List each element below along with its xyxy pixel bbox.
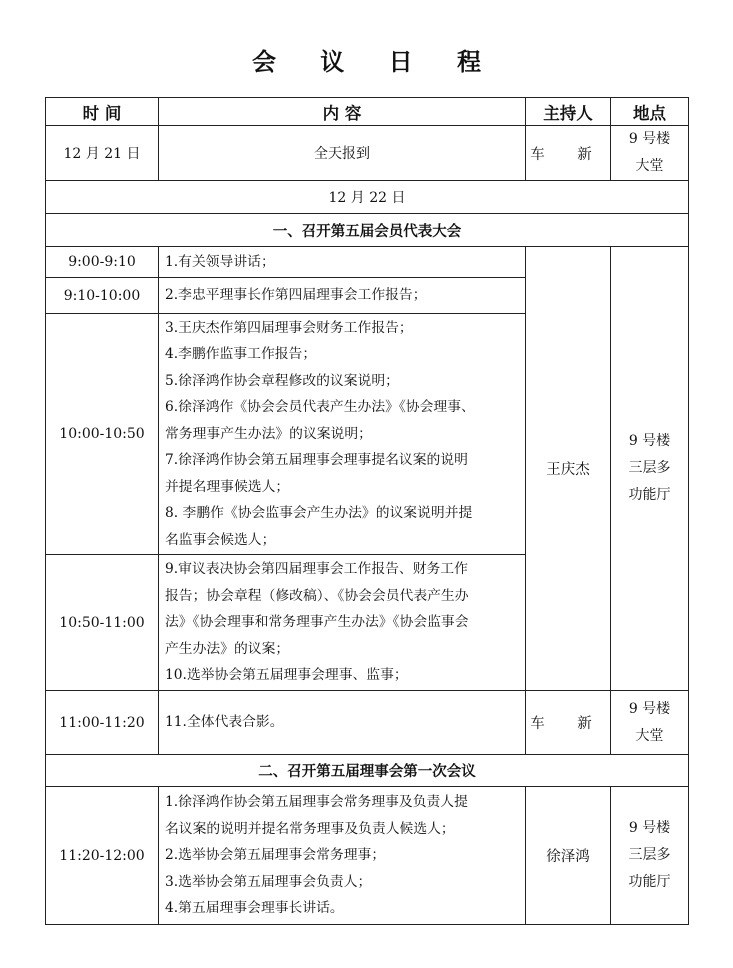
time-cell: 10:50-11:00 <box>46 555 159 691</box>
content-cell <box>159 314 526 555</box>
section1-row <box>46 214 689 247</box>
content-cell <box>159 278 526 314</box>
location-line: 功能厅 <box>628 487 671 503</box>
location-line: 三层多 <box>628 847 671 863</box>
content-line: 并提名理事候选人； <box>165 478 290 495</box>
content-line: 4.第五届理事会理事长讲话。 <box>165 900 344 917</box>
day2-row <box>46 181 689 214</box>
content-cell <box>159 247 526 278</box>
page-title: 会 议 日 程 <box>251 48 500 76</box>
content-line: 3.王庆杰作第四届理事会财务工作报告； <box>165 319 413 336</box>
section2-host: 徐泽鸿 <box>526 787 611 925</box>
table-row <box>46 691 689 755</box>
registration-date: 12 月 21 日 <box>46 126 159 181</box>
content-line: 法》《协会理事和常务理事产生办法》《协会监事会 <box>165 614 469 631</box>
content-line: 名监事会候选人； <box>165 531 276 548</box>
content-line: 5.徐泽鸿作协会章程修改的议案说明； <box>165 372 399 389</box>
content-line: 10.选举协会第五届理事会理事、监事； <box>165 667 408 684</box>
time-cell: 10:00-10:50 <box>46 314 159 555</box>
content-line: 常务理事产生办法》的议案说明； <box>165 425 372 442</box>
section1-location <box>611 247 689 691</box>
content-line: 1.有关领导讲话； <box>165 253 275 270</box>
photo-host-text: 车 新 <box>530 716 606 732</box>
content-line: 2.选举协会第五届理事会常务理事； <box>165 847 386 864</box>
header-row <box>46 98 689 126</box>
content-line: 2.李忠平理事长作第四届理事会工作报告； <box>165 287 427 304</box>
content-line: 6.徐泽鸿作《协会会员代表产生办法》《协会理事、 <box>165 399 475 416</box>
location-line: 大堂 <box>635 158 664 174</box>
section2-location <box>611 787 689 925</box>
photo-host <box>526 691 611 755</box>
content-cell <box>159 787 526 925</box>
section2-row <box>46 755 689 787</box>
schedule-table <box>45 97 689 925</box>
content-line: 4.李鹏作监事工作报告； <box>165 346 317 363</box>
location-line: 9 号楼 <box>628 820 671 836</box>
content-line: 3.选举协会第五届理事会负责人； <box>165 873 372 890</box>
content-line: 7.徐泽鸿作协会第五届理事会理事提名议案的说明 <box>165 452 468 469</box>
table-row <box>46 247 689 278</box>
content-line: 11.全体代表合影。 <box>165 714 284 731</box>
header-content: 内 容 <box>159 98 526 126</box>
section1-host: 王庆杰 <box>526 247 611 691</box>
content-line: 1.徐泽鸿作协会第五届理事会常务理事及负责人提 <box>165 794 468 811</box>
content-cell <box>159 691 526 755</box>
registration-host-text: 车 新 <box>530 146 606 163</box>
content-line: 名议案的说明并提名常务理事及负责人候选人； <box>165 820 455 837</box>
registration-row <box>46 126 689 181</box>
table-row <box>46 787 689 925</box>
registration-host <box>526 126 611 181</box>
time-cell: 11:20-12:00 <box>46 787 159 925</box>
content-line: 9.审议表决协会第四届理事会工作报告、财务工作 <box>165 561 468 578</box>
section2-title: 二、召开第五届理事会第一次会议 <box>46 755 689 787</box>
photo-location <box>611 691 689 755</box>
time-cell: 9:00-9:10 <box>46 247 159 278</box>
content-cell <box>159 555 526 691</box>
location-line: 9 号楼 <box>628 433 671 449</box>
registration-content: 全天报到 <box>159 126 526 181</box>
time-cell: 9:10-10:00 <box>46 278 159 314</box>
header-location: 地点 <box>611 98 689 126</box>
header-time: 时 间 <box>46 98 159 126</box>
location-line: 9 号楼 <box>628 131 671 147</box>
header-host: 主持人 <box>526 98 611 126</box>
location-line: 9 号楼 <box>628 700 671 717</box>
day2-date: 12 月 22 日 <box>46 181 689 214</box>
location-line: 功能厅 <box>628 874 671 890</box>
time-cell: 11:00-11:20 <box>46 691 159 755</box>
section1-title: 一、召开第五届会员代表大会 <box>46 214 689 247</box>
content-line: 报告；协会章程（修改稿）、《协会会员代表产生办 <box>165 587 469 604</box>
location-line: 三层多 <box>628 460 671 476</box>
registration-location <box>611 126 689 181</box>
location-line: 大堂 <box>635 727 664 744</box>
content-line: 产生办法》的议案； <box>165 640 290 657</box>
content-line: 8. 李鹏作《协会监事会产生办法》的议案说明并提 <box>165 505 473 522</box>
